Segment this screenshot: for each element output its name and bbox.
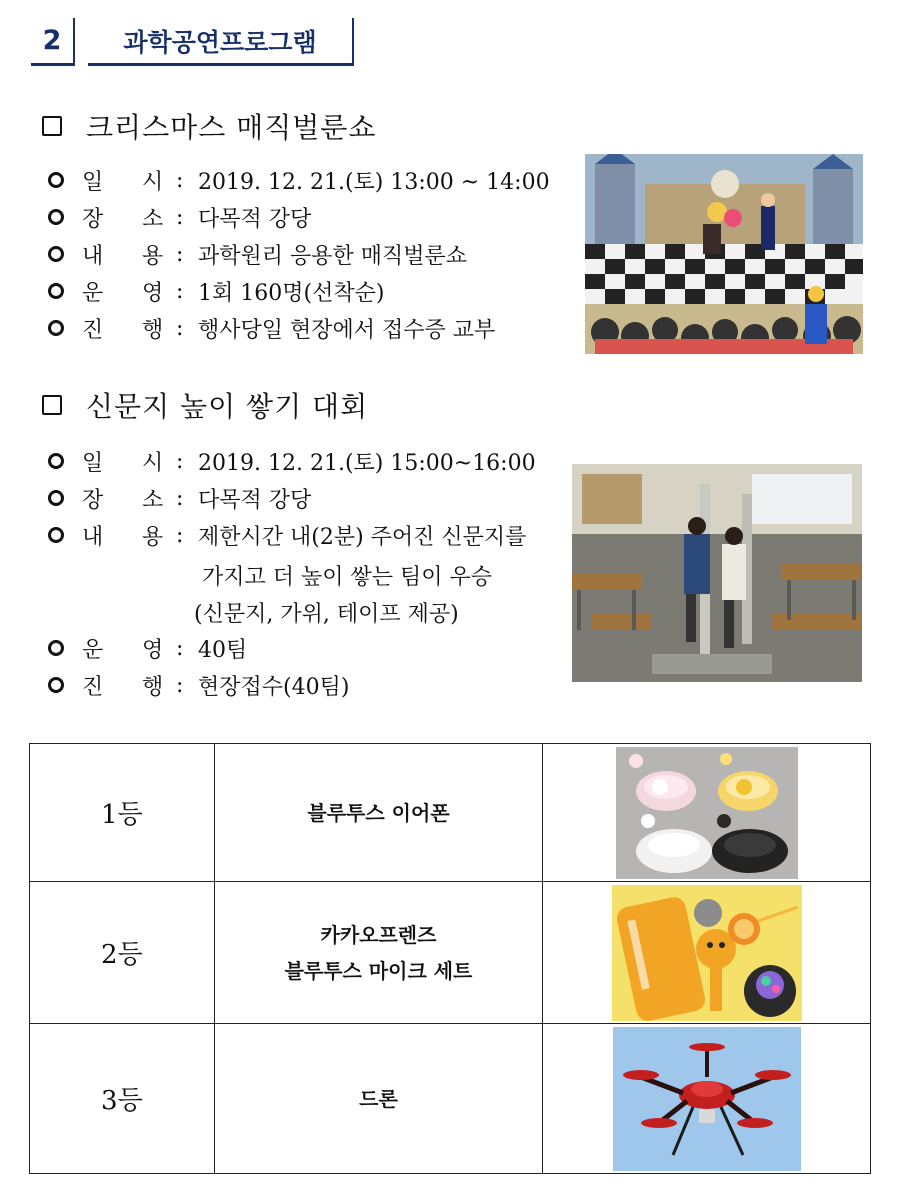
prize-name bbox=[214, 744, 542, 882]
row-key: 소 bbox=[142, 487, 164, 513]
circle-bullet-icon bbox=[48, 283, 64, 299]
table-row bbox=[30, 1024, 871, 1174]
prize-rank: 1등 bbox=[30, 744, 215, 882]
event1-row-operation bbox=[48, 275, 384, 307]
newspaper-tower-photo bbox=[572, 464, 862, 682]
section-title: 과학공연프로그램 bbox=[88, 18, 354, 66]
row-value: 2019. 12. 21.(토) 13:00 ~ 14:00 bbox=[198, 169, 550, 195]
event2-title: 신문지 높이 쌓기 대회 bbox=[86, 390, 369, 423]
colon: : bbox=[176, 485, 184, 511]
prize-rank: 3등 bbox=[30, 1024, 215, 1174]
prize-rank: 2등 bbox=[30, 882, 215, 1024]
table-row bbox=[30, 744, 871, 882]
row-key: 내 bbox=[82, 243, 104, 269]
event2-row-content bbox=[48, 519, 526, 551]
row-value: 행사당일 현장에서 접수증 교부 bbox=[198, 317, 496, 343]
event2-content-line3: (신문지, 가위, 테이프 제공) bbox=[194, 602, 459, 627]
circle-bullet-icon bbox=[48, 209, 64, 225]
colon: : bbox=[176, 635, 184, 661]
event2-row-place bbox=[48, 482, 311, 514]
event1-row-content bbox=[48, 238, 467, 270]
row-value: 다목적 강당 bbox=[198, 487, 312, 513]
colon: : bbox=[176, 241, 184, 267]
row-key: 영 bbox=[142, 280, 164, 306]
event2-content-line2: 가지고 더 높이 쌓는 팀이 우승 bbox=[202, 565, 492, 590]
checkbox-square-icon bbox=[42, 116, 62, 136]
event2-row-date bbox=[48, 445, 536, 477]
event1-title: 크리스마스 매직벌룬쇼 bbox=[86, 111, 377, 144]
prize-image-cell bbox=[543, 882, 871, 1024]
row-key: 운 bbox=[82, 280, 104, 306]
circle-bullet-icon bbox=[48, 640, 64, 656]
row-key: 장 bbox=[82, 487, 104, 513]
row-value: 40팀 bbox=[198, 637, 248, 663]
row-key: 용 bbox=[142, 524, 164, 550]
circle-bullet-icon bbox=[48, 490, 64, 506]
classroom-illustration bbox=[572, 464, 862, 682]
circle-bullet-icon bbox=[48, 453, 64, 469]
event2-row-operation bbox=[48, 632, 247, 664]
row-key: 일 bbox=[82, 450, 104, 476]
row-key: 진 bbox=[82, 674, 104, 700]
prize-name-line: 블루투스 이어폰 bbox=[307, 800, 450, 825]
colon: : bbox=[176, 448, 184, 474]
circle-bullet-icon bbox=[48, 527, 64, 543]
row-key: 일 bbox=[82, 169, 104, 195]
circle-bullet-icon bbox=[48, 320, 64, 336]
row-key: 시 bbox=[142, 169, 164, 195]
checkbox-square-icon bbox=[42, 395, 62, 415]
event1-row-progress bbox=[48, 312, 495, 344]
row-value: 2019. 12. 21.(토) 15:00~16:00 bbox=[198, 450, 536, 476]
row-key: 소 bbox=[142, 206, 164, 232]
row-value: 현장접수(40팀) bbox=[198, 674, 350, 700]
row-key: 운 bbox=[82, 637, 104, 663]
circle-bullet-icon bbox=[48, 172, 64, 188]
circle-bullet-icon bbox=[48, 246, 64, 262]
prize-table bbox=[29, 743, 871, 1174]
row-key: 장 bbox=[82, 206, 104, 232]
earbuds-image bbox=[616, 747, 798, 879]
prize-name bbox=[214, 882, 542, 1024]
prize-name bbox=[214, 1024, 542, 1174]
prize-image-cell bbox=[543, 744, 871, 882]
magic-show-illustration bbox=[585, 154, 863, 354]
colon: : bbox=[176, 204, 184, 230]
row-key: 용 bbox=[142, 243, 164, 269]
prize-name-line: 블루투스 마이크 세트 bbox=[284, 958, 473, 983]
row-key: 행 bbox=[142, 674, 164, 700]
row-value: 제한시간 내(2분) 주어진 신문지를 bbox=[198, 524, 527, 550]
row-key: 시 bbox=[142, 450, 164, 476]
prize-image-cell bbox=[543, 1024, 871, 1174]
row-key: 행 bbox=[142, 317, 164, 343]
event2-heading bbox=[42, 385, 368, 425]
table-row bbox=[30, 882, 871, 1024]
event1-heading bbox=[42, 106, 376, 146]
colon: : bbox=[176, 315, 184, 341]
circle-bullet-icon bbox=[48, 677, 64, 693]
section-number: 2 bbox=[31, 18, 75, 66]
colon: : bbox=[176, 522, 184, 548]
prize-name-line: 드론 bbox=[359, 1086, 398, 1111]
colon: : bbox=[176, 278, 184, 304]
colon: : bbox=[176, 167, 184, 193]
mic-set-image bbox=[612, 885, 802, 1021]
prize-name-line: 카카오프렌즈 bbox=[320, 922, 437, 947]
row-value: 다목적 강당 bbox=[198, 206, 312, 232]
event1-row-place bbox=[48, 201, 311, 233]
row-key: 내 bbox=[82, 524, 104, 550]
magic-show-photo bbox=[585, 154, 863, 354]
row-key: 진 bbox=[82, 317, 104, 343]
row-key: 영 bbox=[142, 637, 164, 663]
event1-row-date bbox=[48, 164, 550, 196]
row-value: 1회 160명(선착순) bbox=[198, 280, 385, 306]
event2-row-progress bbox=[48, 669, 349, 701]
colon: : bbox=[176, 672, 184, 698]
row-value: 과학원리 응용한 매직벌룬쇼 bbox=[198, 243, 468, 269]
drone-image bbox=[613, 1027, 801, 1171]
